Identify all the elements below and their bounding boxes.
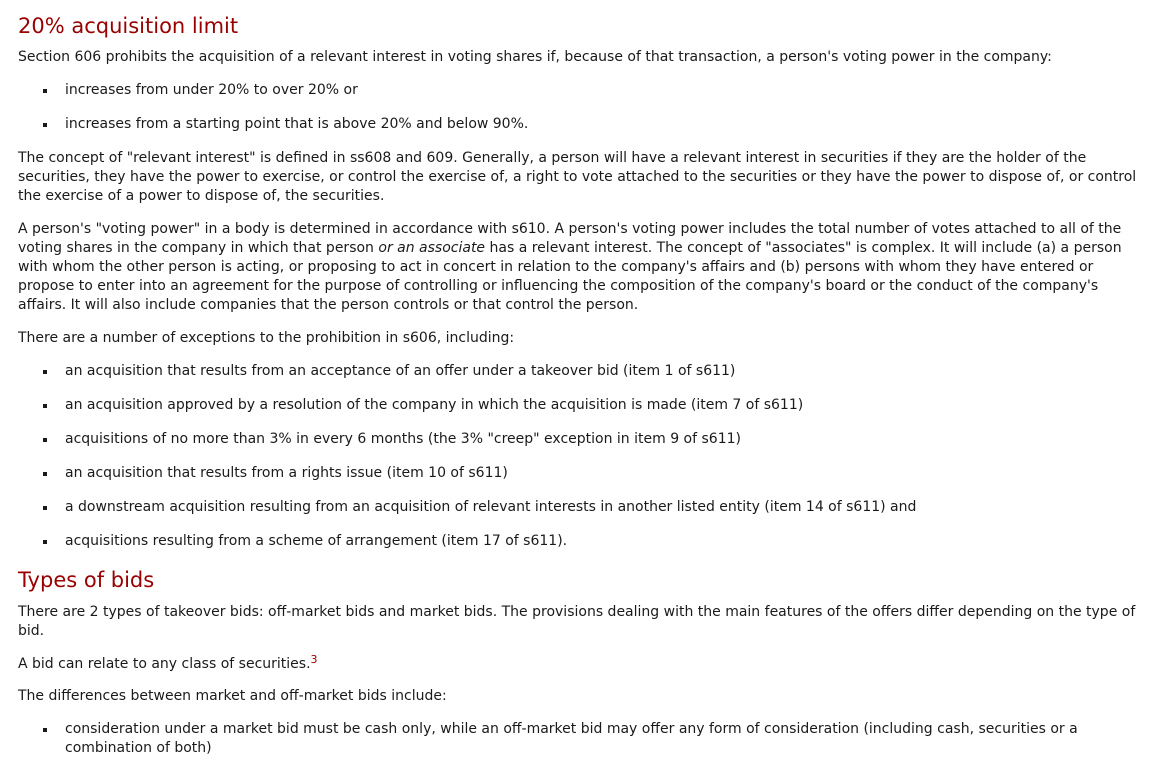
list-item-text: increases from under 20% to over 20% or bbox=[65, 82, 358, 98]
list-item-text: acquisitions resulting from a scheme of arrangement (item 17 of s611). bbox=[65, 533, 568, 549]
paragraph-bid-class bbox=[18, 655, 1143, 674]
bid-class-text: A bid can relate to any class of securities. bbox=[18, 656, 311, 672]
paragraph-differences-intro: The differences between market and off-market bids include: bbox=[18, 688, 447, 704]
list-voting-power-increases bbox=[18, 81, 1143, 134]
paragraph-types-of-bids: There are 2 types of takeover bids: off-market bids and market bids. The provisions dealing with the main features of the offers differ depending on the type of bid. bbox=[18, 604, 1136, 639]
list-exceptions bbox=[18, 362, 1143, 551]
paragraph-exceptions-intro: There are a number of exceptions to the prohibition in s606, including: bbox=[18, 330, 515, 346]
paragraph-voting-power bbox=[18, 220, 1143, 315]
paragraph-section-606-intro: Section 606 prohibits the acquisition of a relevant interest in voting shares if, because of that transaction, a person's voting power in the company: bbox=[18, 49, 1052, 65]
list-item-text: a downstream acquisition resulting from an acquisition of relevant interests in another listed entity (item 14 of s611) and bbox=[65, 499, 917, 515]
voting-power-emphasis: or an associate bbox=[378, 240, 486, 256]
heading-types-of-bids: Types of bids bbox=[18, 568, 155, 592]
voting-power-text-start: A person's "voting power" in a body is determined in accordance with s610. A person's voting power includes the total number of votes attached to all of the voting shares in the company in which that person bbox=[18, 221, 1122, 256]
list-item-text: an acquisition approved by a resolution of the company in which the acquisition is made (item 7 of s611) bbox=[65, 397, 804, 413]
bullet-icon bbox=[43, 404, 47, 408]
list-item bbox=[18, 115, 1143, 134]
list-item-text: consideration under a market bid must be cash only, while an off-market bid may offer any form of consideration (including cash, securities or a combination of both) bbox=[65, 721, 1078, 756]
list-differences bbox=[18, 720, 1143, 758]
bullet-icon bbox=[43, 438, 47, 442]
bullet-icon bbox=[43, 123, 47, 127]
footnote-reference-link[interactable]: 3 bbox=[310, 653, 318, 666]
bullet-icon bbox=[43, 728, 47, 732]
list-item bbox=[18, 430, 1143, 449]
heading-acquisition-limit: 20% acquisition limit bbox=[18, 14, 239, 38]
list-item bbox=[18, 720, 1143, 758]
list-item-text: an acquisition that results from a rights issue (item 10 of s611) bbox=[65, 465, 508, 481]
bullet-icon bbox=[43, 370, 47, 374]
bullet-icon bbox=[43, 89, 47, 93]
list-item bbox=[18, 81, 1143, 100]
bullet-icon bbox=[43, 472, 47, 476]
voting-power-text-end: has a relevant interest. The concept of "associates" is complex. It will include (a) a person with whom the other person is acting, or proposing to act in concert in relation to the company's affairs and (b) persons with whom they have entered or propose to enter into an agreement for the purpose of controlling or influencing the composition of the company's board or the conduct of the company's affairs. It will also include companies that the person controls or that control the person. bbox=[18, 240, 1122, 313]
list-item bbox=[18, 396, 1143, 415]
bullet-icon bbox=[43, 506, 47, 510]
list-item bbox=[18, 464, 1143, 483]
list-item-text: acquisitions of no more than 3% in every 6 months (the 3% "creep" exception in item 9 of s611) bbox=[65, 431, 741, 447]
bullet-icon bbox=[43, 540, 47, 544]
list-item-text: increases from a starting point that is above 20% and below 90%. bbox=[65, 116, 529, 132]
list-item bbox=[18, 498, 1143, 517]
list-item bbox=[18, 362, 1143, 381]
list-item bbox=[18, 532, 1143, 551]
paragraph-relevant-interest: The concept of "relevant interest" is defined in ss608 and 609. Generally, a person will have a relevant interest in securities if they are the holder of the securities, they have the power to exercise, or control the exercise of, a right to vote attached to the securities or they have the power to dispose of, or control the exercise of a power to dispose of, the securities. bbox=[18, 150, 1137, 204]
list-item-text: an acquisition that results from an acceptance of an offer under a takeover bid (item 1 of s611) bbox=[65, 363, 736, 379]
